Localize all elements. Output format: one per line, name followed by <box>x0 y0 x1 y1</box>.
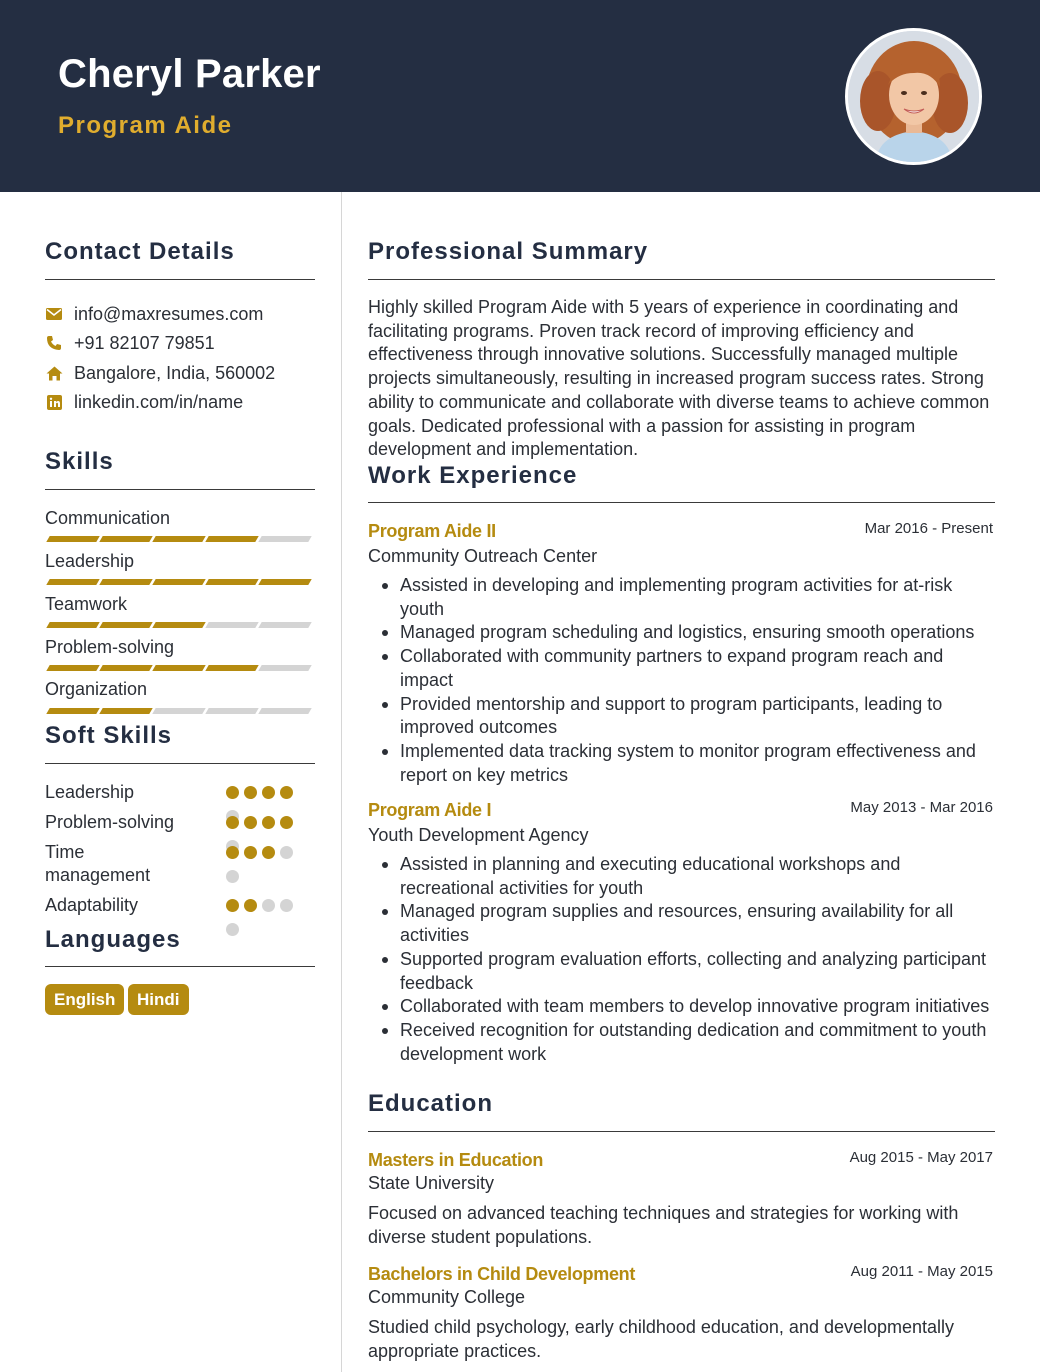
skill-level-segment <box>152 665 205 671</box>
skill-level-segment <box>99 622 152 628</box>
rating-dot <box>226 923 239 936</box>
soft-skill-name: Time management <box>45 842 151 885</box>
soft-skill-name: Leadership <box>45 782 135 802</box>
list-item: Assisted in planning and executing educational workshops and recreational activities for youth <box>368 853 998 900</box>
job-bullets <box>368 853 998 1066</box>
contact-linkedin-text: linkedin.com/in/name <box>74 391 244 412</box>
rating-dot <box>280 899 293 912</box>
contact-address-text: Bangalore, India, 560002 <box>74 362 276 383</box>
skill-level-segment <box>258 622 311 628</box>
summary-text: Highly skilled Program Aide with 5 years of experience in coordinating and facilitating programs. Proven track record of improving efficiency and effectiveness through innovative solutions. Successfully managed multiple projects simultaneously, resulting in increased program success rates. Strong ability to communicate and collaborate with diverse teams to achieve common goals. Dedicated professional with a passion for assisting in program development and implementation. <box>368 297 990 460</box>
skill-bar <box>45 536 315 542</box>
skill-bar <box>45 708 315 714</box>
school-name: Community College <box>368 1287 526 1307</box>
language-tag: Hindi <box>128 984 189 1015</box>
skill-level-segment <box>152 622 205 628</box>
skill-level-segment <box>99 665 152 671</box>
job-title: Program Aide II <box>368 521 496 541</box>
skill-name: Leadership <box>45 551 135 571</box>
school-name: State University <box>368 1173 495 1193</box>
list-item: Provided mentorship and support to program participants, leading to improved outcomes <box>368 693 998 740</box>
contact-rule <box>45 279 315 280</box>
home-icon <box>45 364 63 382</box>
skill-name: Communication <box>45 508 171 528</box>
rating-dot <box>280 846 293 859</box>
skill-bar <box>45 622 315 628</box>
job-organization: Youth Development Agency <box>368 825 589 845</box>
column-divider <box>341 192 342 1372</box>
skill-bar <box>45 665 315 671</box>
skill-level-segment <box>152 579 205 585</box>
rating-dot <box>280 786 293 799</box>
skill-name: Problem-solving <box>45 637 175 657</box>
skills-heading: Skills <box>45 448 114 475</box>
phone-icon <box>45 334 63 352</box>
skill-level-segment <box>258 579 311 585</box>
profile-photo <box>845 28 982 165</box>
summary-rule <box>368 279 995 280</box>
rating-dot <box>226 870 239 883</box>
contact-phone-text: +91 82107 79851 <box>74 332 215 353</box>
contact-address <box>45 361 275 385</box>
contact-phone[interactable] <box>45 331 215 355</box>
job-title: Program Aide I <box>368 800 492 820</box>
rating-dot <box>262 899 275 912</box>
rating-dot <box>280 816 293 829</box>
degree-dates: Aug 2015 - May 2017 <box>849 1149 993 1166</box>
skill-level-segment <box>205 622 258 628</box>
languages-heading: Languages <box>45 926 181 953</box>
education-heading: Education <box>368 1090 494 1117</box>
skill-level-segment <box>258 665 311 671</box>
rating-dot <box>244 786 257 799</box>
job-dates: May 2013 - Mar 2016 <box>850 799 993 816</box>
skill-level-segment <box>46 536 99 542</box>
contact-heading: Contact Details <box>45 238 235 265</box>
list-item: Collaborated with community partners to expand program reach and impact <box>368 645 998 692</box>
degree-dates: Aug 2011 - May 2015 <box>850 1263 993 1280</box>
list-item: Supported program evaluation efforts, collecting and analyzing participant feedback <box>368 948 998 995</box>
rating-dot <box>226 899 239 912</box>
contact-email-text: info@maxresumes.com <box>74 303 264 324</box>
skill-level-segment <box>99 536 152 542</box>
experience-heading: Work Experience <box>368 462 578 489</box>
skill-name: Teamwork <box>45 594 128 614</box>
list-item: Received recognition for outstanding dedication and commitment to youth development work <box>368 1019 998 1066</box>
skill-level-segment <box>205 665 258 671</box>
education-rule <box>368 1131 995 1132</box>
language-tag: English <box>45 984 124 1015</box>
job-dates: Mar 2016 - Present <box>864 520 993 537</box>
list-item: Implemented data tracking system to monitor program effectiveness and report on key metrics <box>368 740 998 787</box>
rating-dot <box>226 816 239 829</box>
skill-level-segment <box>152 708 205 714</box>
soft-skills-rule <box>45 763 315 764</box>
contact-email[interactable] <box>45 302 263 326</box>
skill-level-segment <box>99 579 152 585</box>
rating-dot <box>244 899 257 912</box>
rating-dot <box>244 846 257 859</box>
languages-rule <box>45 966 315 967</box>
soft-skill-name: Adaptability <box>45 895 139 915</box>
degree-title: Bachelors in Child Development <box>368 1264 636 1284</box>
rating-dot <box>262 846 275 859</box>
contact-linkedin[interactable] <box>45 390 243 414</box>
skill-level-segment <box>46 579 99 585</box>
skill-level-segment <box>258 708 311 714</box>
degree-title: Masters in Education <box>368 1150 544 1170</box>
experience-rule <box>368 502 995 503</box>
skill-level-segment <box>205 536 258 542</box>
rating-dot <box>226 786 239 799</box>
rating-dot <box>226 846 239 859</box>
resume-header <box>0 0 1040 192</box>
degree-description: Focused on advanced teaching techniques and strategies for working with diverse student populations. <box>368 1203 959 1247</box>
envelope-icon <box>45 305 63 323</box>
portrait-image <box>848 31 979 162</box>
skill-level-segment <box>205 579 258 585</box>
soft-skill-name: Problem-solving <box>45 812 175 832</box>
list-item: Collaborated with team members to develop innovative program initiatives <box>368 995 998 1019</box>
rating-dot <box>262 816 275 829</box>
rating-dot <box>244 816 257 829</box>
skills-rule <box>45 489 315 490</box>
degree-description: Studied child psychology, early childhood education, and developmentally appropriate practices. <box>368 1317 955 1361</box>
skill-name: Organization <box>45 679 148 699</box>
candidate-name: Cheryl Parker <box>58 52 321 96</box>
skill-level-segment <box>46 665 99 671</box>
skill-level-segment <box>46 708 99 714</box>
skill-level-segment <box>99 708 152 714</box>
skill-level-segment <box>46 622 99 628</box>
summary-heading: Professional Summary <box>368 238 649 265</box>
list-item: Managed program scheduling and logistics, ensuring smooth operations <box>368 621 998 645</box>
soft-skills-heading: Soft Skills <box>45 722 173 749</box>
linkedin-icon <box>45 393 63 411</box>
skill-level-segment <box>152 536 205 542</box>
candidate-title: Program Aide <box>58 112 233 139</box>
skill-bar <box>45 579 315 585</box>
job-organization: Community Outreach Center <box>368 546 598 566</box>
list-item: Assisted in developing and implementing program activities for at-risk youth <box>368 574 998 621</box>
skill-level-segment <box>258 536 311 542</box>
job-bullets <box>368 574 998 787</box>
skill-level-segment <box>205 708 258 714</box>
rating-dot <box>262 786 275 799</box>
list-item: Managed program supplies and resources, ensuring availability for all activities <box>368 900 998 947</box>
